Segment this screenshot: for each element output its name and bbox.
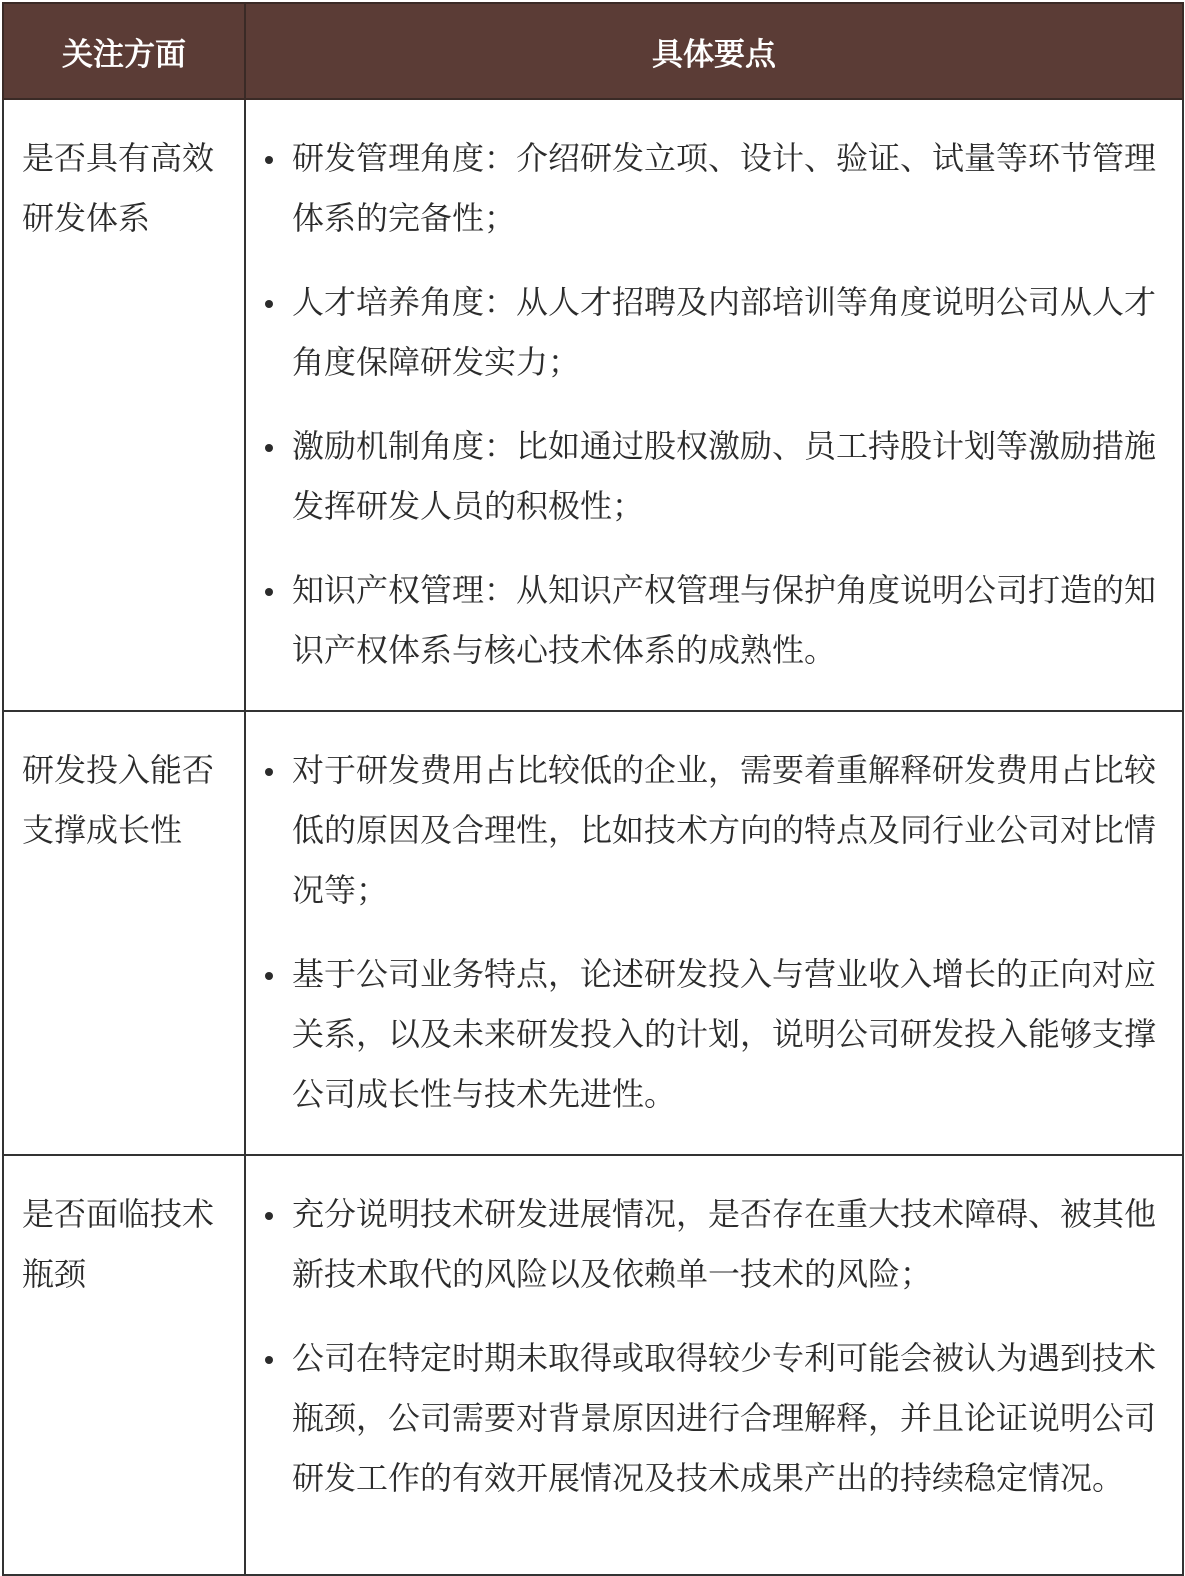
points-cell	[245, 711, 1183, 1155]
bullet-item: 充分说明技术研发进展情况，是否存在重大技术障碍、被其他新技术取代的风险以及依赖单一技术的风险；	[292, 1184, 1168, 1304]
table-row	[3, 99, 1183, 711]
aspect-cell	[3, 1155, 245, 1575]
focus-points-table	[2, 2, 1184, 1576]
aspect-text: 研发投入能否支撑成长性	[22, 751, 215, 849]
table-row	[3, 1155, 1183, 1575]
points-cell	[245, 99, 1183, 711]
bullet-item: 对于研发费用占比较低的企业，需要着重解释研发费用占比较低的原因及合理性，比如技术方向的特点及同行业公司对比情况等；	[292, 740, 1168, 920]
bullet-item: 知识产权管理：从知识产权管理与保护角度说明公司打造的知识产权体系与核心技术体系的成熟性。	[292, 560, 1168, 680]
bullet-item: 人才培养角度：从人才招聘及内部培训等角度说明公司从人才角度保障研发实力；	[292, 272, 1168, 392]
bullet-list	[246, 1156, 1182, 1538]
header-aspect: 关注方面	[3, 3, 245, 99]
points-cell	[245, 1155, 1183, 1575]
bullet-item: 基于公司业务特点，论述研发投入与营业收入增长的正向对应关系，以及未来研发投入的计划，说明公司研发投入能够支撑公司成长性与技术先进性。	[292, 944, 1168, 1124]
table-header-row	[3, 3, 1183, 99]
aspect-cell	[3, 99, 245, 711]
aspect-text: 是否具有高效研发体系	[22, 139, 215, 237]
bullet-list	[246, 712, 1182, 1154]
aspect-cell	[3, 711, 245, 1155]
table-row	[3, 711, 1183, 1155]
header-key-points: 具体要点	[245, 3, 1183, 99]
aspect-text: 是否面临技术瓶颈	[22, 1195, 215, 1293]
bullet-item: 研发管理角度：介绍研发立项、设计、验证、试量等环节管理体系的完备性；	[292, 128, 1168, 248]
bullet-item: 激励机制角度：比如通过股权激励、员工持股计划等激励措施发挥研发人员的积极性；	[292, 416, 1168, 536]
bullet-item: 公司在特定时期未取得或取得较少专利可能会被认为遇到技术瓶颈，公司需要对背景原因进行合理解释，并且论证说明公司研发工作的有效开展情况及技术成果产出的持续稳定情况。	[292, 1328, 1168, 1508]
bullet-list	[246, 100, 1182, 710]
